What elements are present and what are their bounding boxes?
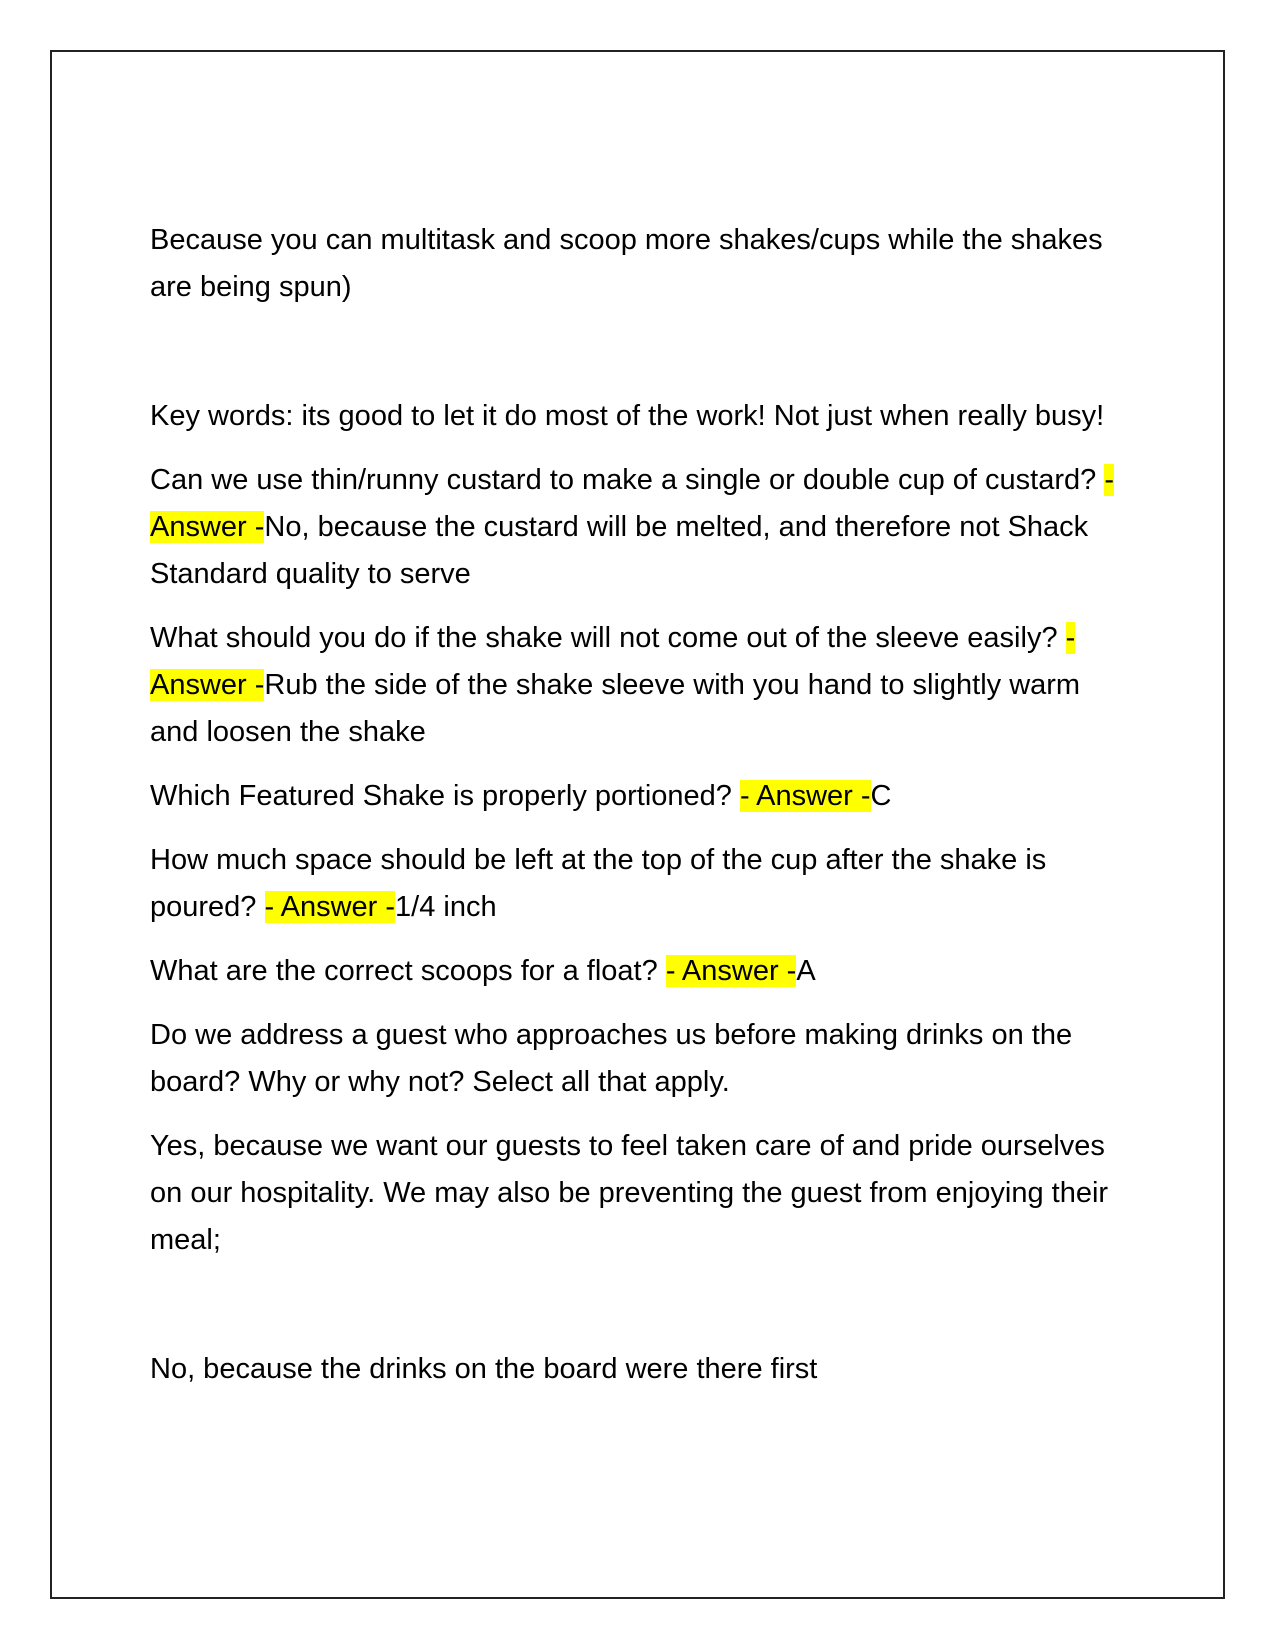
- answer-marker: - Answer -: [150, 464, 1114, 543]
- qa-sleeve: [150, 615, 1130, 756]
- qa-custard: [150, 457, 1130, 598]
- document-body: [150, 217, 1130, 1393]
- qa-float-scoops: [150, 948, 1130, 995]
- answer-text: No, because the custard will be melted, and therefore not Shack Standard quality to serve: [150, 511, 1089, 590]
- answer-text: C: [870, 780, 892, 812]
- answer-marker: - Answer -: [150, 622, 1076, 701]
- question-text: How much space should be left at the top of the cup after the shake is poured?: [150, 844, 1047, 923]
- answer-marker: - Answer -: [264, 891, 396, 923]
- question-text: What should you do if the shake will not come out of the sleeve easily?: [150, 622, 1066, 654]
- question-text: Can we use thin/runny custard to make a single or double cup of custard?: [150, 464, 1105, 496]
- question-text: What are the correct scoops for a float?: [150, 955, 666, 987]
- paragraph-address-guest: Do we address a guest who approaches us before making drinks on the board? Why or why not? Select all that apply.: [150, 1019, 1073, 1098]
- qa-featured-shake: [150, 773, 1130, 820]
- qa-cup-space: [150, 837, 1130, 931]
- answer-text: Rub the side of the shake sleeve with you hand to slightly warm and loosen the shake: [150, 669, 1081, 748]
- paragraph-key-words: Key words: its good to let it do most of the work! Not just when really busy!: [150, 400, 1105, 432]
- paragraph-multitask: Because you can multitask and scoop more shakes/cups while the shakes are being spun): [150, 224, 1103, 303]
- answer-marker: - Answer -: [739, 780, 871, 812]
- paragraph-yes-option: Yes, because we want our guests to feel taken care of and pride ourselves on our hospitality. We may also be preventing the guest from enjoying their meal;: [150, 1130, 1109, 1256]
- question-text: Which Featured Shake is properly portioned?: [150, 780, 740, 812]
- answer-text: 1/4 inch: [395, 891, 497, 923]
- answer-text: A: [796, 955, 816, 987]
- answer-marker: - Answer -: [665, 955, 797, 987]
- paragraph-no-option: No, because the drinks on the board were there first: [150, 1353, 818, 1385]
